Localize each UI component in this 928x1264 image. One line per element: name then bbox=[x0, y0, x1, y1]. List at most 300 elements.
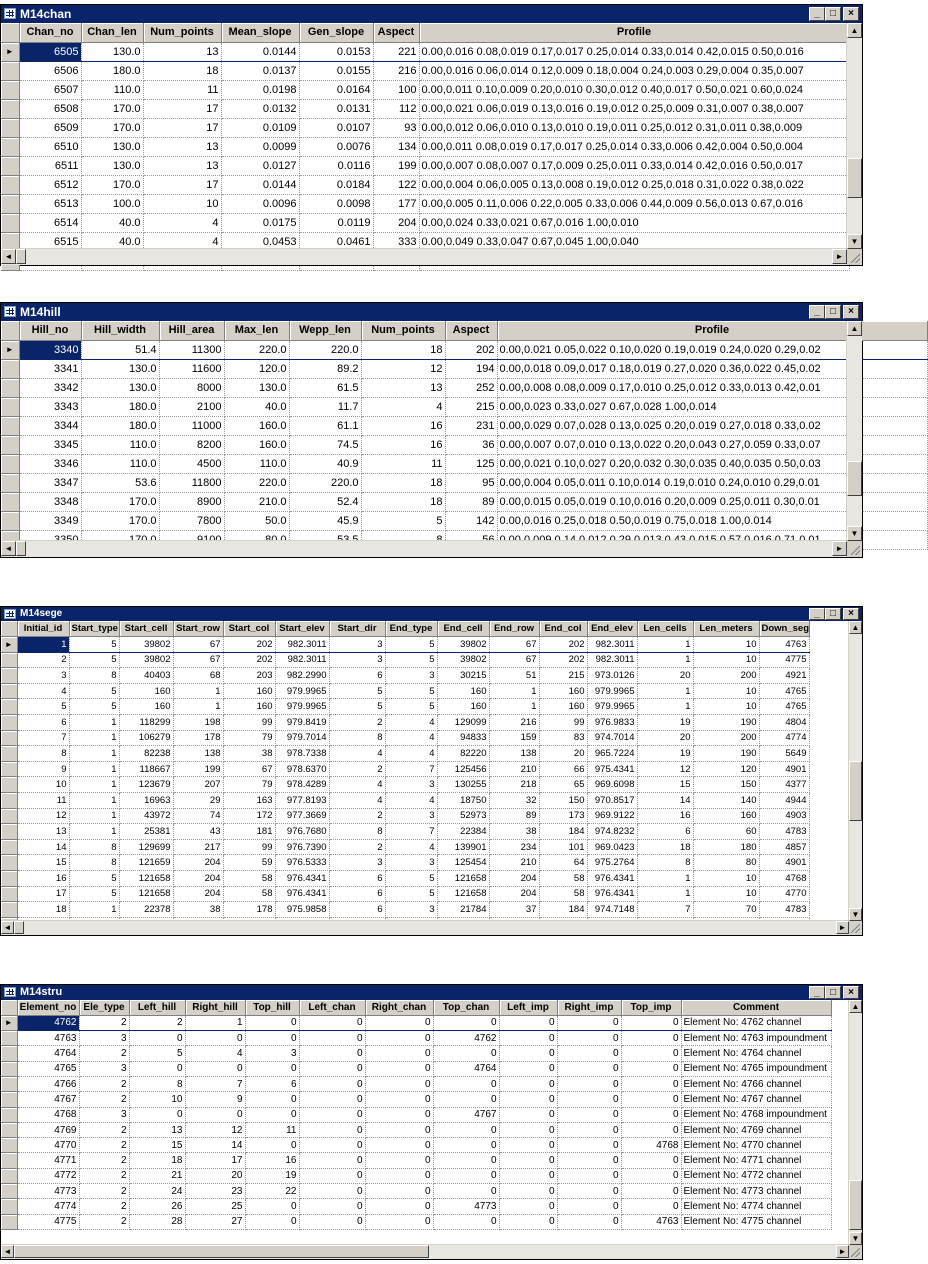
table-cell[interactable]: 204 bbox=[489, 886, 539, 902]
table-row[interactable] bbox=[1, 1138, 831, 1153]
minimize-button[interactable]: _ bbox=[809, 305, 825, 319]
table-cell[interactable]: 7 bbox=[185, 1076, 245, 1091]
table-cell[interactable]: 0 bbox=[621, 1168, 681, 1183]
table-cell[interactable]: 204 bbox=[173, 871, 223, 887]
table-cell[interactable]: 0 bbox=[299, 1015, 365, 1030]
table-row[interactable] bbox=[1, 213, 849, 232]
table-cell[interactable]: 3344 bbox=[19, 416, 81, 435]
table-cell[interactable]: 3 bbox=[385, 855, 437, 871]
table-cell[interactable]: 970.8517 bbox=[587, 793, 637, 809]
table-cell[interactable]: 17 bbox=[143, 99, 221, 118]
table-cell[interactable]: 5 bbox=[69, 652, 119, 668]
table-cell[interactable]: 17 bbox=[143, 175, 221, 194]
table-cell[interactable]: 976.7390 bbox=[275, 839, 329, 855]
record-selector[interactable] bbox=[1, 777, 17, 793]
column-header[interactable]: Right_hill bbox=[185, 1000, 245, 1015]
table-cell[interactable]: 0.00,0.004 0.05,0.011 0.10,0.014 0.19,0.010 0.24,0.010 0.29,0.01 bbox=[497, 473, 927, 492]
table-cell[interactable]: 80 bbox=[693, 855, 759, 871]
column-header[interactable]: Top_chan bbox=[433, 1000, 499, 1015]
table-cell[interactable]: 170.0 bbox=[81, 99, 143, 118]
table-cell[interactable]: 3341 bbox=[19, 359, 81, 378]
record-selector[interactable] bbox=[1, 855, 17, 871]
minimize-button[interactable]: _ bbox=[809, 7, 825, 21]
table-cell[interactable]: 170.0 bbox=[81, 118, 143, 137]
table-cell[interactable]: 160 bbox=[223, 699, 275, 715]
scroll-up-arrow-icon[interactable]: ▲ bbox=[847, 23, 862, 38]
table-row[interactable] bbox=[1, 668, 809, 684]
table-cell[interactable]: 0 bbox=[299, 1184, 365, 1199]
table-row[interactable] bbox=[1, 871, 809, 887]
maximize-button[interactable]: □ bbox=[825, 986, 841, 999]
select-all-corner[interactable] bbox=[1, 23, 19, 42]
table-cell[interactable]: 10 bbox=[693, 683, 759, 699]
table-cell[interactable]: 130.0 bbox=[81, 137, 143, 156]
table-cell[interactable]: 7 bbox=[17, 730, 69, 746]
table-row[interactable] bbox=[1, 397, 927, 416]
record-selector[interactable] bbox=[1, 746, 17, 762]
table-cell[interactable]: 123679 bbox=[119, 777, 173, 793]
table-cell[interactable]: 121658 bbox=[119, 886, 173, 902]
table-cell[interactable]: 0 bbox=[299, 1199, 365, 1214]
table-cell[interactable]: 5 bbox=[385, 683, 437, 699]
table-row[interactable] bbox=[1, 1153, 831, 1168]
table-cell[interactable]: 67 bbox=[489, 652, 539, 668]
table-cell[interactable]: 0.0132 bbox=[221, 99, 299, 118]
table-row[interactable] bbox=[1, 1168, 831, 1183]
table-cell[interactable]: 59 bbox=[223, 855, 275, 871]
table-cell[interactable]: 6512 bbox=[19, 175, 81, 194]
table-cell[interactable]: 6505 bbox=[19, 42, 81, 61]
table-cell[interactable]: 975.4341 bbox=[587, 761, 637, 777]
table-cell[interactable]: 100.0 bbox=[81, 194, 143, 213]
table-cell[interactable]: 20 bbox=[637, 668, 693, 684]
scroll-down-arrow-icon[interactable]: ▼ bbox=[847, 234, 862, 249]
table-cell[interactable]: 13 bbox=[17, 824, 69, 840]
column-header[interactable]: Wepp_len bbox=[289, 321, 361, 340]
table-row[interactable] bbox=[1, 1107, 831, 1122]
table-row[interactable] bbox=[1, 118, 849, 137]
table-row[interactable] bbox=[1, 683, 809, 699]
table-cell[interactable]: 3343 bbox=[19, 397, 81, 416]
table-cell[interactable]: 0.0131 bbox=[299, 99, 373, 118]
table-cell[interactable]: 0 bbox=[365, 1107, 433, 1122]
table-cell[interactable]: 130.0 bbox=[81, 378, 159, 397]
column-header[interactable]: Right_chan bbox=[365, 1000, 433, 1015]
record-selector[interactable] bbox=[1, 42, 19, 61]
record-selector[interactable] bbox=[1, 435, 19, 454]
table-cell[interactable]: 0.00,0.021 0.05,0.022 0.10,0.020 0.19,0.019 0.24,0.020 0.29,0.02 bbox=[497, 340, 927, 359]
table-cell[interactable]: 11300 bbox=[159, 340, 224, 359]
table-cell[interactable]: 0 bbox=[621, 1107, 681, 1122]
table-cell[interactable]: 199 bbox=[173, 761, 223, 777]
scroll-thumb[interactable] bbox=[847, 158, 862, 198]
table-cell[interactable]: 130.0 bbox=[81, 359, 159, 378]
table-cell[interactable]: Element No: 4771 channel bbox=[681, 1153, 831, 1168]
table-cell[interactable]: Element No: 4765 impoundment bbox=[681, 1061, 831, 1076]
record-selector[interactable] bbox=[1, 118, 19, 137]
table-cell[interactable]: Element No: 4762 channel bbox=[681, 1015, 831, 1030]
column-header[interactable]: End_elev bbox=[587, 621, 637, 637]
table-cell[interactable]: 1 bbox=[69, 777, 119, 793]
table-cell[interactable]: 13 bbox=[143, 156, 221, 175]
table-cell[interactable]: 0 bbox=[245, 1092, 299, 1107]
table-cell[interactable]: 180.0 bbox=[81, 416, 159, 435]
record-selector[interactable] bbox=[1, 886, 17, 902]
record-selector[interactable] bbox=[1, 80, 19, 99]
table-cell[interactable]: 4765 bbox=[759, 699, 809, 715]
table-row[interactable] bbox=[1, 824, 809, 840]
table-cell[interactable]: 4 bbox=[329, 746, 385, 762]
table-cell[interactable]: 39802 bbox=[119, 652, 173, 668]
record-selector[interactable] bbox=[1, 761, 17, 777]
table-cell[interactable]: 1 bbox=[489, 699, 539, 715]
table-row[interactable] bbox=[1, 855, 809, 871]
table-cell[interactable]: 0.0127 bbox=[221, 156, 299, 175]
table-cell[interactable]: 11 bbox=[143, 80, 221, 99]
table-cell[interactable]: 2 bbox=[79, 1076, 129, 1091]
table-cell[interactable]: 0.0153 bbox=[299, 42, 373, 61]
table-cell[interactable]: 112 bbox=[373, 99, 419, 118]
table-cell[interactable]: 0 bbox=[245, 1214, 299, 1229]
table-cell[interactable]: 0 bbox=[365, 1168, 433, 1183]
table-cell[interactable]: 0 bbox=[299, 1061, 365, 1076]
table-cell[interactable]: 67 bbox=[489, 637, 539, 653]
table-cell[interactable]: 0.00,0.016 0.06,0.014 0.12,0.009 0.18,0.004 0.24,0.003 0.29,0.004 0.35,0.007 bbox=[419, 61, 849, 80]
table-cell[interactable]: 1 bbox=[69, 715, 119, 731]
table-cell[interactable]: 4901 bbox=[759, 855, 809, 871]
record-selector[interactable] bbox=[1, 359, 19, 378]
table-cell[interactable]: 4500 bbox=[159, 454, 224, 473]
table-cell[interactable]: 0 bbox=[621, 1184, 681, 1199]
table-cell[interactable]: 4771 bbox=[17, 1153, 79, 1168]
table-cell[interactable]: 0 bbox=[499, 1184, 557, 1199]
table-cell[interactable]: 160.0 bbox=[224, 435, 289, 454]
table-cell[interactable]: 2 bbox=[329, 839, 385, 855]
table-cell[interactable]: 0 bbox=[185, 1107, 245, 1122]
table-cell[interactable]: 1 bbox=[173, 699, 223, 715]
record-selector[interactable] bbox=[1, 340, 19, 359]
table-cell[interactable]: 10 bbox=[17, 777, 69, 793]
table-cell[interactable]: 140 bbox=[693, 793, 759, 809]
table-cell[interactable]: 8 bbox=[637, 855, 693, 871]
table-cell[interactable]: 6 bbox=[245, 1076, 299, 1091]
table-cell[interactable]: 0 bbox=[245, 1061, 299, 1076]
table-cell[interactable]: 4 bbox=[385, 715, 437, 731]
table-cell[interactable]: 94833 bbox=[437, 730, 489, 746]
table-row[interactable] bbox=[1, 1092, 831, 1107]
table-cell[interactable]: 0 bbox=[299, 1168, 365, 1183]
table-cell[interactable]: 19 bbox=[637, 715, 693, 731]
table-cell[interactable]: 18 bbox=[637, 839, 693, 855]
table-cell[interactable]: 8000 bbox=[159, 378, 224, 397]
table-cell[interactable]: 207 bbox=[173, 777, 223, 793]
table-cell[interactable]: 4804 bbox=[759, 715, 809, 731]
table-cell[interactable]: Element No: 4763 impoundment bbox=[681, 1031, 831, 1046]
table-cell[interactable]: 93 bbox=[373, 118, 419, 137]
record-selector[interactable] bbox=[1, 1076, 17, 1091]
table-cell[interactable]: 0 bbox=[365, 1214, 433, 1229]
table-cell[interactable]: 38 bbox=[489, 824, 539, 840]
table-cell[interactable]: 5 bbox=[69, 871, 119, 887]
table-cell[interactable]: 39802 bbox=[119, 637, 173, 653]
table-cell[interactable]: 0 bbox=[365, 1015, 433, 1030]
table-cell[interactable]: 0 bbox=[499, 1061, 557, 1076]
table-cell[interactable]: 11 bbox=[361, 454, 445, 473]
table-cell[interactable]: 982.3011 bbox=[587, 652, 637, 668]
resize-grip-icon[interactable] bbox=[849, 921, 862, 935]
record-selector[interactable] bbox=[1, 1168, 17, 1183]
table-cell[interactable]: 8 bbox=[129, 1076, 185, 1091]
table-cell[interactable]: 3 bbox=[79, 1107, 129, 1122]
table-cell[interactable]: 125456 bbox=[437, 761, 489, 777]
table-cell[interactable]: 4765 bbox=[17, 1061, 79, 1076]
table-cell[interactable]: 17 bbox=[17, 886, 69, 902]
table-cell[interactable]: 100 bbox=[373, 80, 419, 99]
table-cell[interactable]: 4 bbox=[385, 730, 437, 746]
table-cell[interactable]: 0.0164 bbox=[299, 80, 373, 99]
table-cell[interactable]: 973.0126 bbox=[587, 668, 637, 684]
table-cell[interactable]: 17 bbox=[143, 118, 221, 137]
table-cell[interactable]: 220.0 bbox=[289, 340, 361, 359]
table-cell[interactable]: 0 bbox=[557, 1015, 621, 1030]
table-cell[interactable]: 160 bbox=[119, 683, 173, 699]
datasheet-grid[interactable] bbox=[1, 23, 847, 249]
table-cell[interactable]: 20 bbox=[185, 1168, 245, 1183]
scroll-right-arrow-icon[interactable]: ► bbox=[832, 249, 847, 264]
table-row[interactable] bbox=[1, 1122, 831, 1137]
table-cell[interactable]: 120.0 bbox=[224, 359, 289, 378]
record-selector[interactable] bbox=[1, 397, 19, 416]
select-all-corner[interactable] bbox=[1, 321, 19, 340]
column-header[interactable]: End_row bbox=[489, 621, 539, 637]
table-cell[interactable]: 0.0076 bbox=[299, 137, 373, 156]
table-cell[interactable]: 0 bbox=[129, 1031, 185, 1046]
table-cell[interactable]: 1 bbox=[637, 637, 693, 653]
record-selector[interactable] bbox=[1, 492, 19, 511]
record-selector[interactable] bbox=[1, 1107, 17, 1122]
table-cell[interactable]: 6515 bbox=[19, 232, 81, 251]
table-row[interactable] bbox=[1, 652, 809, 668]
table-cell[interactable]: 170.0 bbox=[81, 511, 159, 530]
table-cell[interactable]: 10 bbox=[143, 194, 221, 213]
title-bar[interactable] bbox=[1, 607, 862, 621]
table-cell[interactable]: 982.3011 bbox=[587, 637, 637, 653]
table-cell[interactable]: 8 bbox=[69, 839, 119, 855]
table-cell[interactable]: 220.0 bbox=[289, 473, 361, 492]
table-cell[interactable]: 0 bbox=[299, 1122, 365, 1137]
record-selector[interactable] bbox=[1, 511, 19, 530]
scroll-up-arrow-icon[interactable]: ▲ bbox=[847, 321, 862, 336]
table-cell[interactable]: 965.7224 bbox=[587, 746, 637, 762]
table-cell[interactable]: 0.0098 bbox=[299, 194, 373, 213]
resize-grip-icon[interactable] bbox=[847, 249, 862, 265]
table-cell[interactable]: 160 bbox=[693, 808, 759, 824]
column-header[interactable]: Len_cells bbox=[637, 621, 693, 637]
record-selector[interactable] bbox=[1, 668, 17, 684]
table-cell[interactable]: 24 bbox=[129, 1184, 185, 1199]
table-row[interactable] bbox=[1, 194, 849, 213]
table-cell[interactable]: Element No: 4774 channel bbox=[681, 1199, 831, 1214]
table-cell[interactable]: 4 bbox=[143, 213, 221, 232]
table-cell[interactable]: 6508 bbox=[19, 99, 81, 118]
table-cell[interactable]: 0 bbox=[299, 1031, 365, 1046]
table-cell[interactable]: 7 bbox=[385, 761, 437, 777]
table-cell[interactable]: 4 bbox=[385, 839, 437, 855]
table-cell[interactable]: 194 bbox=[445, 359, 497, 378]
table-cell[interactable]: 976.9833 bbox=[587, 715, 637, 731]
table-cell[interactable]: 184 bbox=[539, 824, 587, 840]
table-cell[interactable]: 0 bbox=[433, 1138, 499, 1153]
table-cell[interactable]: 4857 bbox=[759, 839, 809, 855]
table-cell[interactable]: 6 bbox=[17, 715, 69, 731]
table-cell[interactable]: 10 bbox=[693, 886, 759, 902]
table-cell[interactable]: 210.0 bbox=[224, 492, 289, 511]
table-cell[interactable]: 0.00,0.012 0.06,0.010 0.13,0.010 0.19,0.011 0.25,0.012 0.31,0.011 0.38,0.009 bbox=[419, 118, 849, 137]
table-cell[interactable]: 0 bbox=[365, 1076, 433, 1091]
close-button[interactable]: × bbox=[843, 305, 859, 319]
scroll-right-arrow-icon[interactable]: ► bbox=[836, 921, 849, 934]
column-header[interactable]: Max_len bbox=[224, 321, 289, 340]
scroll-left-arrow-icon[interactable]: ◄ bbox=[1, 541, 16, 556]
table-cell[interactable]: 138 bbox=[489, 746, 539, 762]
table-cell[interactable]: 978.4289 bbox=[275, 777, 329, 793]
record-selector[interactable] bbox=[1, 1138, 17, 1153]
table-row[interactable] bbox=[1, 473, 927, 492]
table-cell[interactable]: 18 bbox=[361, 492, 445, 511]
table-cell[interactable]: 0 bbox=[245, 1138, 299, 1153]
table-cell[interactable]: 18 bbox=[143, 61, 221, 80]
table-cell[interactable]: 2 bbox=[79, 1153, 129, 1168]
table-cell[interactable]: 4769 bbox=[17, 1122, 79, 1137]
table-cell[interactable]: 4 bbox=[329, 793, 385, 809]
table-cell[interactable]: 978.7338 bbox=[275, 746, 329, 762]
table-cell[interactable]: 52973 bbox=[437, 808, 489, 824]
table-cell[interactable]: 4774 bbox=[17, 1199, 79, 1214]
table-cell[interactable]: 160 bbox=[223, 683, 275, 699]
column-header[interactable]: Comment bbox=[681, 1000, 831, 1015]
table-cell[interactable]: 51.4 bbox=[81, 340, 159, 359]
table-cell[interactable]: 180.0 bbox=[81, 397, 159, 416]
table-cell[interactable]: 204 bbox=[173, 855, 223, 871]
table-cell[interactable]: 82238 bbox=[119, 746, 173, 762]
column-header[interactable]: Start_elev bbox=[275, 621, 329, 637]
table-cell[interactable]: 5 bbox=[69, 699, 119, 715]
table-cell[interactable]: 30215 bbox=[437, 668, 489, 684]
table-row[interactable] bbox=[1, 340, 927, 359]
table-cell[interactable]: 130.0 bbox=[81, 42, 143, 61]
table-cell[interactable]: 0.00,0.015 0.05,0.019 0.10,0.016 0.20,0.009 0.25,0.011 0.30,0.01 bbox=[497, 492, 927, 511]
table-row[interactable] bbox=[1, 808, 809, 824]
table-cell[interactable]: 0.0107 bbox=[299, 118, 373, 137]
table-cell[interactable]: 0.0198 bbox=[221, 80, 299, 99]
table-row[interactable] bbox=[1, 1046, 831, 1061]
table-cell[interactable]: 0.00,0.018 0.09,0.017 0.18,0.019 0.27,0.020 0.36,0.022 0.45,0.02 bbox=[497, 359, 927, 378]
scroll-right-arrow-icon[interactable]: ► bbox=[836, 1245, 849, 1258]
table-cell[interactable]: 0 bbox=[245, 1199, 299, 1214]
table-cell[interactable]: 134 bbox=[373, 137, 419, 156]
table-cell[interactable]: 5 bbox=[385, 699, 437, 715]
table-cell[interactable]: 180.0 bbox=[81, 61, 143, 80]
table-cell[interactable]: 11 bbox=[17, 793, 69, 809]
table-cell[interactable]: 70 bbox=[693, 902, 759, 918]
table-cell[interactable]: 976.4341 bbox=[587, 871, 637, 887]
table-cell[interactable]: 976.4341 bbox=[275, 886, 329, 902]
table-row[interactable] bbox=[1, 637, 809, 653]
table-cell[interactable]: 60 bbox=[693, 824, 759, 840]
table-cell[interactable]: 160 bbox=[539, 683, 587, 699]
table-cell[interactable]: 5 bbox=[17, 699, 69, 715]
table-cell[interactable]: 2 bbox=[79, 1168, 129, 1183]
column-header[interactable]: Left_imp bbox=[499, 1000, 557, 1015]
table-cell[interactable]: 125454 bbox=[437, 855, 489, 871]
table-cell[interactable]: 0 bbox=[299, 1076, 365, 1091]
table-cell[interactable]: 138 bbox=[173, 746, 223, 762]
table-cell[interactable]: Element No: 4764 channel bbox=[681, 1046, 831, 1061]
table-cell[interactable]: 11600 bbox=[159, 359, 224, 378]
record-selector[interactable] bbox=[1, 1184, 17, 1199]
table-cell[interactable]: 0.00,0.007 0.08,0.007 0.17,0.009 0.25,0.011 0.33,0.014 0.42,0.016 0.50,0.017 bbox=[419, 156, 849, 175]
table-cell[interactable]: 0.00,0.021 0.10,0.027 0.20,0.032 0.30,0.035 0.40,0.035 0.50,0.03 bbox=[497, 454, 927, 473]
table-cell[interactable]: 0 bbox=[499, 1214, 557, 1229]
table-cell[interactable]: 4763 bbox=[17, 1031, 79, 1046]
table-cell[interactable]: 2 bbox=[79, 1046, 129, 1061]
table-cell[interactable]: 216 bbox=[373, 61, 419, 80]
table-cell[interactable]: 1 bbox=[637, 886, 693, 902]
table-cell[interactable]: 2 bbox=[79, 1122, 129, 1137]
table-cell[interactable]: 1 bbox=[69, 730, 119, 746]
table-cell[interactable]: 110.0 bbox=[81, 435, 159, 454]
table-cell[interactable]: 2 bbox=[129, 1015, 185, 1030]
table-cell[interactable]: 969.6098 bbox=[587, 777, 637, 793]
table-cell[interactable]: 12 bbox=[637, 761, 693, 777]
table-cell[interactable]: 202 bbox=[539, 637, 587, 653]
table-cell[interactable]: 121658 bbox=[119, 871, 173, 887]
table-cell[interactable]: 0 bbox=[129, 1107, 185, 1122]
table-cell[interactable]: 6510 bbox=[19, 137, 81, 156]
table-cell[interactable]: 40.0 bbox=[81, 232, 143, 251]
table-cell[interactable]: 110.0 bbox=[81, 454, 159, 473]
table-cell[interactable]: 178 bbox=[173, 730, 223, 746]
record-selector[interactable] bbox=[1, 683, 17, 699]
scroll-up-arrow-icon[interactable]: ▲ bbox=[849, 1000, 862, 1013]
record-selector[interactable] bbox=[1, 1092, 17, 1107]
table-cell[interactable]: 2 bbox=[329, 808, 385, 824]
table-cell[interactable]: 1 bbox=[489, 683, 539, 699]
table-cell[interactable]: 0 bbox=[245, 1107, 299, 1122]
table-cell[interactable]: 0.00,0.021 0.06,0.019 0.13,0.016 0.19,0.012 0.25,0.009 0.31,0.007 0.38,0.007 bbox=[419, 99, 849, 118]
table-cell[interactable]: 220.0 bbox=[224, 340, 289, 359]
table-cell[interactable]: 121658 bbox=[437, 871, 489, 887]
table-cell[interactable]: 5 bbox=[361, 511, 445, 530]
table-cell[interactable]: 16 bbox=[17, 871, 69, 887]
table-cell[interactable]: 0 bbox=[557, 1214, 621, 1229]
table-cell[interactable]: 45.9 bbox=[289, 511, 361, 530]
table-cell[interactable]: 974.7148 bbox=[587, 902, 637, 918]
record-selector[interactable] bbox=[1, 213, 19, 232]
table-cell[interactable]: 4775 bbox=[759, 652, 809, 668]
table-cell[interactable]: 0.0119 bbox=[299, 213, 373, 232]
table-cell[interactable]: 8200 bbox=[159, 435, 224, 454]
table-cell[interactable]: 202 bbox=[445, 340, 497, 359]
table-cell[interactable]: 0 bbox=[499, 1168, 557, 1183]
minimize-button[interactable]: _ bbox=[809, 608, 825, 620]
table-cell[interactable]: 1 bbox=[69, 808, 119, 824]
record-selector[interactable] bbox=[1, 637, 17, 653]
table-cell[interactable]: 979.9965 bbox=[587, 683, 637, 699]
table-cell[interactable]: 1 bbox=[69, 902, 119, 918]
table-cell[interactable]: 12 bbox=[185, 1122, 245, 1137]
minimize-button[interactable]: _ bbox=[809, 986, 825, 999]
